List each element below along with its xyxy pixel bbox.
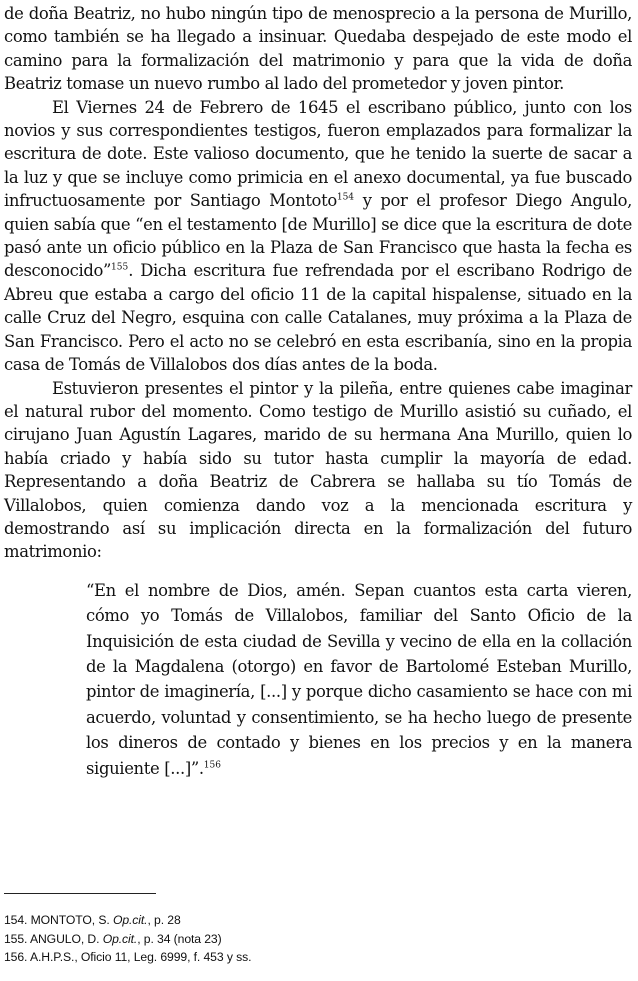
- footnote-number: 156.: [4, 950, 28, 964]
- footnote-155: [4, 930, 624, 949]
- footnote-rest: , p. 34 (nota 23): [137, 931, 222, 946]
- paragraph-2-text-b: y por el profesor Diego Angulo, quien sabía que “en el testamento [de Murillo] se dice que la escritura de dote pasó ante un oficio público en la Plaza de San Francisco que hasta la fecha es desconocido”: [4, 191, 632, 281]
- footnote-author: MONTOTO, S.: [30, 913, 110, 927]
- footnote-rest: , p. 28: [147, 913, 181, 927]
- paragraph-1-text: de doña Beatriz, no hubo ningún tipo de menosprecio a la persona de Murillo, como también se ha llegado a insinuar. Quedaba despejado de este modo el camino para la formalización del matrimonio y para que la vida de doña Beatriz tomase un nuevo rumbo al lado del prometedor y joven pintor.: [4, 4, 632, 94]
- footnote-number: 154.: [4, 913, 28, 927]
- block-quote: [86, 578, 632, 781]
- paragraph-3-text: Estuvieron presentes el pintor y la pileña, entre quienes cabe imaginar el natural rubor del momento. Como testigo de Murillo asistió su cuñado, el cirujano Juan Agustín Lagares, marido de su hermana Ana Murillo, quien lo había criado y había sido su tutor hasta cumplir la mayoría de edad. Representando a doña Beatriz de Cabrera se hallaba su tío Tomás de Villalobos, quien comienza dando voz a la mencionada escritura y demostrando así su implicación directa en la formalización del futuro matrimonio:: [4, 378, 632, 562]
- footnote-author: ANGULO, D.: [29, 931, 100, 946]
- footnote-number: 155.: [4, 931, 28, 946]
- footnote-ref-155[interactable]: 155: [111, 263, 129, 273]
- paragraph-2: [4, 96, 632, 377]
- main-text: [4, 2, 632, 781]
- document-page: [4, 2, 632, 781]
- footnote-separator: [4, 893, 156, 894]
- footnote-154: [4, 911, 624, 930]
- footnote-156: [4, 948, 624, 967]
- footnote-ref-156[interactable]: 156: [203, 760, 221, 771]
- footnotes-list: [4, 911, 624, 967]
- footnote-ref-154[interactable]: 154: [336, 192, 355, 203]
- footnote-italic: Op.cit.: [102, 931, 138, 946]
- block-quote-text: “En el nombre de Dios, amén. Sepan cuantos esta carta vieren, cómo yo Tomás de Villalobos, familiar del Santo Oficio de la Inquisición de esta ciudad de Sevilla y vecino de ella en la collación de la Magdalena (otorgo) en favor de Bartolomé Esteban Murillo, pintor de imaginería, [...] y porque dicho casamiento se hace con mi acuerdo, voluntad y consentimiento, se ha hecho luego de presente los dineros de contado y bienes en los precios y en la manera siguiente [...]”.: [86, 580, 632, 778]
- paragraph-1: [4, 2, 632, 96]
- footnote-author: A.H.P.S., Oficio 11, Leg. 6999, f. 453 y ss.: [29, 950, 252, 964]
- paragraph-3: [4, 377, 632, 564]
- paragraph-2-text-c: . Dicha escritura fue refrendada por el escribano Rodrigo de Abreu que estaba a cargo del oficio 11 de la capital hispalense, situado en la calle Cruz del Negro, esquina con calle Catalanes, muy próxima a la Plaza de San Francisco. Pero el acto no se celebró en esta escribanía, sino en la propia casa de Tomás de Villalobos dos días antes de la boda.: [4, 261, 632, 375]
- paragraph-2-text-a: El Viernes 24 de Febrero de 1645 el escribano público, junto con los novios y sus correspondientes testigos, fueron emplazados para formalizar la escritura de dote. Este valioso documento, que he tenido la suerte de sacar a la luz y que se incluye como primicia en el anexo documental, ya fue buscado infructuosamente por Santiago Montoto: [4, 97, 632, 211]
- footnote-italic: Op.cit.: [112, 913, 148, 927]
